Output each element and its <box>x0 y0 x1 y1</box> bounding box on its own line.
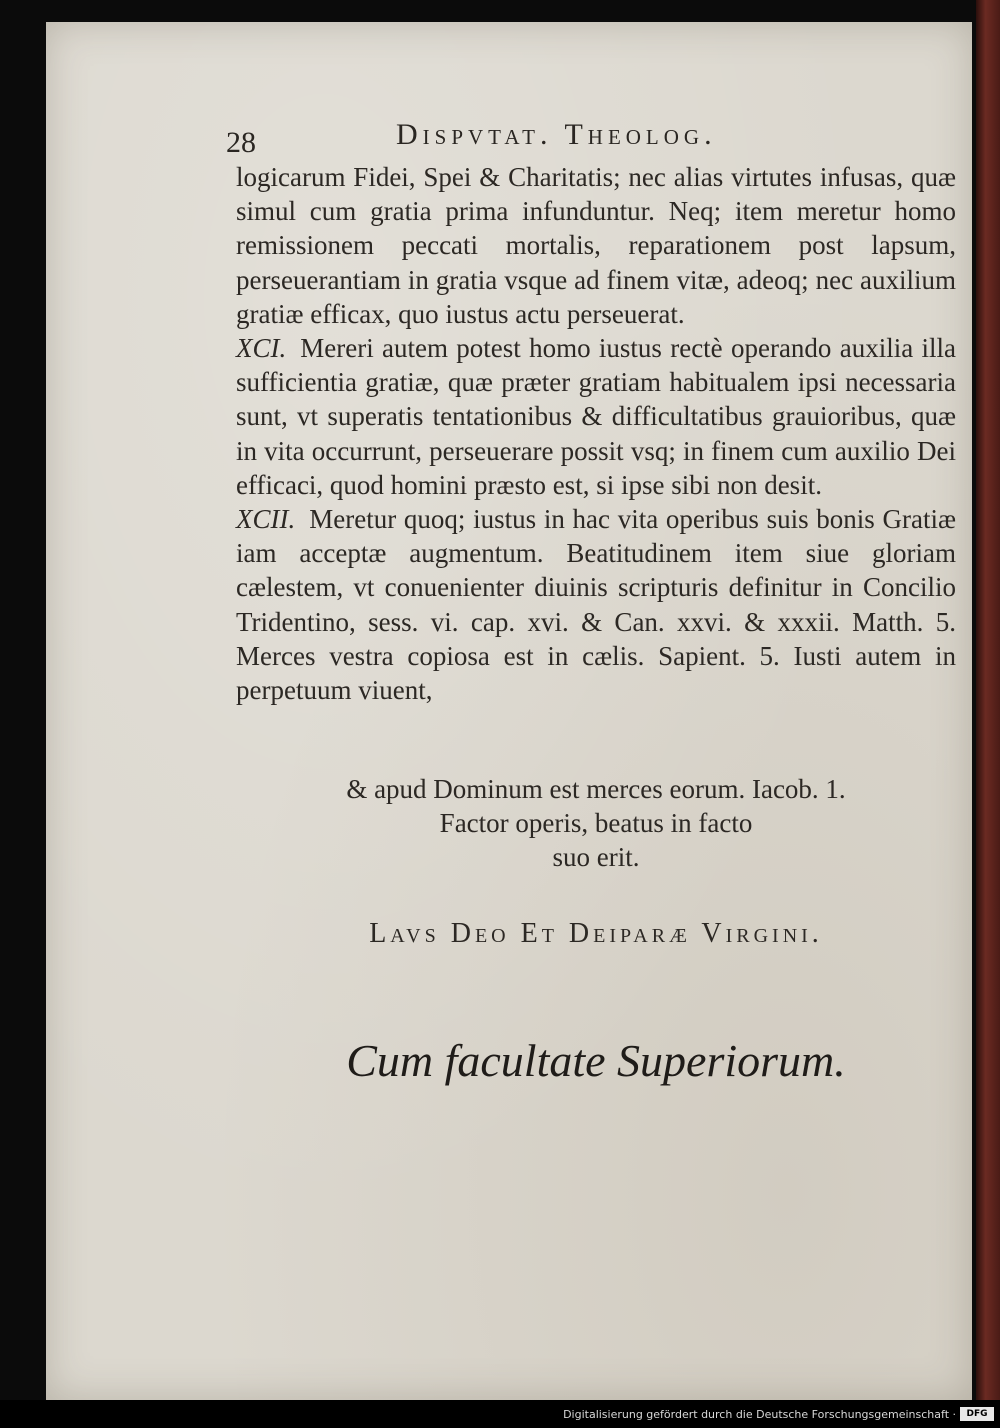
thesis-number-xci: XCI. <box>236 333 287 364</box>
scan-background-edge <box>976 0 1000 1400</box>
thesis-number-xcii: XCII. <box>236 504 296 535</box>
paragraph-xcii <box>236 502 956 707</box>
closing-doxology: Lavs Deo Et Deiparæ Virgini. <box>369 918 823 949</box>
paragraph-xcii-text: Meretur quoq; iustus in hac vita operibus suis bonis Gratiæ iam acceptæ augmentum. Beatitudinem item siue gloriam cælestem, vt conuenienter diuinis scripturis definitur in Concilio Tridentino, sess. vi. cap. xvi. & Can. xxvi. & xxxii. Matth. 5. Merces vestra copiosa est in cælis. Sapient. 5. Iusti autem in perpetuum viuent, <box>236 504 956 706</box>
page-number: 28 <box>226 126 256 159</box>
paragraph-xci-text: Mereri autem potest homo iustus rectè operando auxilia illa sufficientia gratiæ, quæ præter gratiam habitualem ipsi necessaria sunt, vt superatis tentationibus & difficultatibus grauioribus, quæ in vita occurrunt, perseuerare possit vsq; in finem cum auxilio Dei efficaci, quod homini præsto est, si ipse sibi non desit. <box>236 333 956 500</box>
imprimatur-line: Cum facultate Superiorum. <box>346 1035 846 1086</box>
digitization-footer <box>0 1400 1000 1428</box>
dfg-logo-icon: DFG <box>960 1407 994 1421</box>
main-text <box>236 160 956 707</box>
funding-credit: Digitalisierung gefördert durch die Deutsche Forschungsgemeinschaft · <box>563 1408 956 1421</box>
running-title: Dispvtat. Theolog. <box>396 118 717 151</box>
centered-line-2: Factor operis, beatus in facto <box>439 808 753 838</box>
page-header <box>226 118 826 158</box>
paragraph-1 <box>236 160 956 331</box>
paragraph-xci <box>236 331 956 502</box>
paragraph-1-text: logicarum Fidei, Spei & Charitatis; nec alias virtutes infusas, quæ simul cum gratia prima infunduntur. Neq; item meretur homo remissionem peccati mortalis, reparationem post lapsum, perseuerantiam in gratia vsque ad finem vitæ, adeoq; nec auxilium gratiæ efficax, quo iustus actu perseuerat. <box>236 162 956 329</box>
centered-line-3: suo erit. <box>552 842 640 872</box>
centered-line-1: & apud Dominum est merces eorum. Iacob. 1. <box>346 774 846 804</box>
